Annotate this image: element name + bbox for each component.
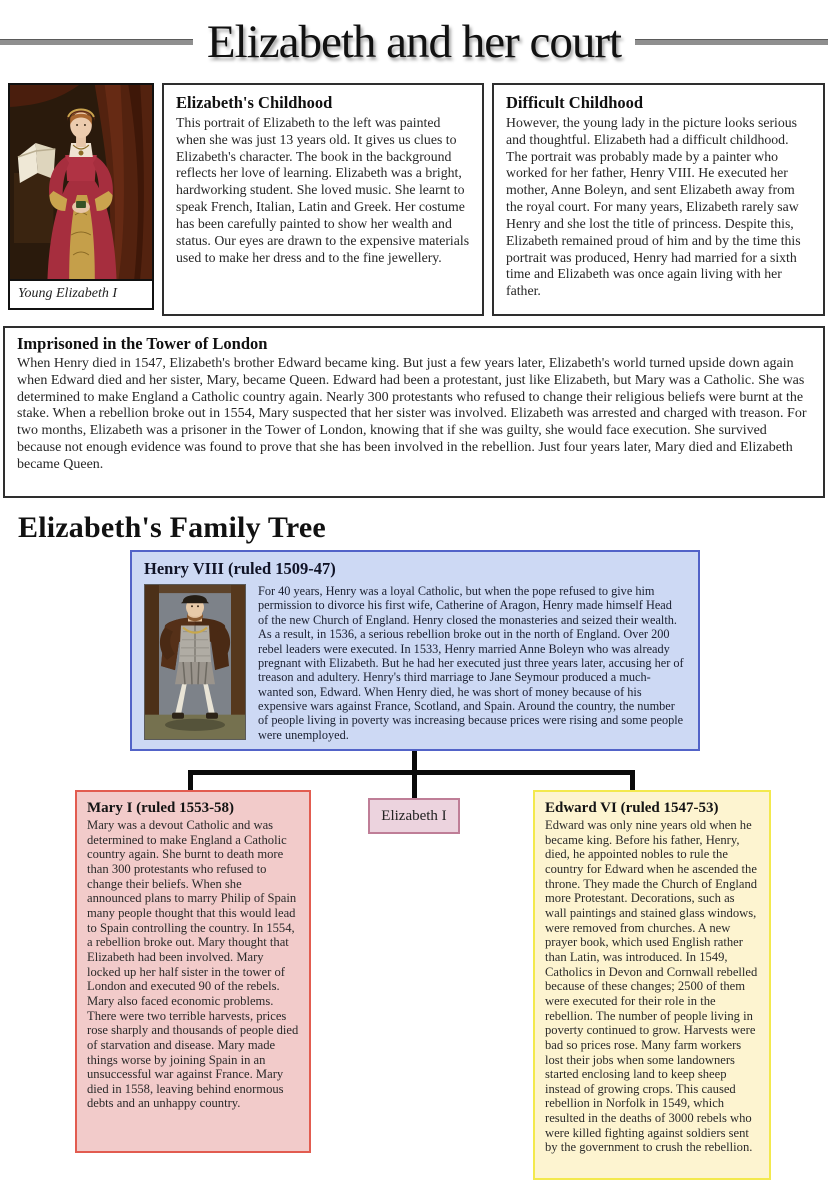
edward-heading: Edward VI (ruled 1547-53) [545, 800, 719, 816]
henry-viii-portrait-image [144, 584, 246, 740]
tree-connector-horizontal [188, 770, 635, 775]
difficult-heading: Difficult Childhood [506, 93, 644, 112]
mary-heading: Mary I (ruled 1553-58) [87, 800, 235, 816]
title-rule-left [0, 39, 193, 45]
difficult-body: However, the young lady in the picture looks serious and thoughtful. Elizabeth had a difficult childhood. The portrait was probably made by a painter who worked for her father, Henry VIII. He executed her mother, Anne Boleyn, and sent Elizabeth away from the royal court. For many years, Elizabeth rarely saw Henry and she lost the title of princess. Despite this, Elizabeth remained proud of him and by the time this portrait was produced, Henry had married for a sixth time and Elizabeth was once again living with her father. [506, 115, 801, 299]
edward-body: Edward was only nine years old when he became king. Before his father, Henry, died, he appointed nobles to rule the country for Edward when he ascended the throne. They made the Church of England more Protestant. Decorations, such as wall paintings and stained glass windows, were removed from churches. A new prayer book, which used English rather than Latin, was introduced. In 1549, Catholics in Devon and Cornwall rebelled because of these changes; 2500 of them were executed for their role in the rebellion. The number of people living in poverty continued to grow. Harvests were bad so prices rose. Many farm workers lost their jobs when some landowners started enclosing land to keep sheep instead of growing crops. This caused rebellion in Norfolk in 1549, which resulted in the deaths of 3000 rebels who were killed fighting against soldiers sent by the government to crush the rebellion. [545, 818, 758, 1155]
henry-heading: Henry VIII (ruled 1509-47) [144, 559, 336, 578]
henry-box [130, 550, 700, 751]
portrait-caption: Young Elizabeth I [10, 279, 152, 308]
difficult-box [492, 83, 825, 316]
title-rule-right [635, 39, 828, 45]
elizabeth-box [368, 798, 460, 834]
tree-connector-right-stub [630, 770, 635, 790]
mary-body: Mary was a devout Catholic and was determined to make England a Catholic country again. She burnt to death more than 300 protestants who refused to change their beliefs. When she announced plans to marry Philip of Spain many people thought that this would lead to Spain controlling the country. In 1554, a rebellion broke out. Mary thought that Elizabeth had been involved. Mary locked up her half sister in the tower of London and executed 90 of the rebels. Mary also faced economic problems. There were two terrible harvests, prices rose sharply and thousands of people died of starvation and disease. Mary made things worse by joining Spain in an unsuccessful war against France. Mary died in 1558, leaving behind enormous debts and an unhappy country. [87, 818, 299, 1111]
tower-box [3, 326, 825, 498]
childhood-body: This portrait of Elizabeth to the left was painted when she was just 13 years old. It gives us clues to Elizabeth's character. The book in the background reflects her love of learning. Elizabeth was a bright, hardworking student. She loved music. She learnt to speak French, Italian, Latin and Greek. Her costume has been carefully painted to show her wealth and status. Our eyes are drawn to the expensive materials used to make her dress and to the fine jewellery. [176, 115, 470, 265]
young-elizabeth-figure [8, 83, 154, 310]
tree-connector-left-stub [188, 770, 193, 790]
top-row [8, 83, 825, 316]
page-header [0, 10, 828, 74]
childhood-heading: Elizabeth's Childhood [176, 93, 333, 112]
edward-box [533, 790, 771, 1180]
tower-heading: Imprisoned in the Tower of London [17, 334, 268, 353]
page-title: Elizabeth and her court [206, 15, 622, 68]
family-tree [0, 550, 828, 1158]
tower-body: When Henry died in 1547, Elizabeth's brother Edward became king. But just a few years later, Elizabeth's world turned upside down again when Edward died and her sister, Mary, became Queen. Edward had been a protestant, just like Elizabeth, but Mary was a Catholic. She was determined to make England a Catholic country again. Nearly 300 protestants who refused to change their religious beliefs were burnt at the stake. When a rebellion broke out in 1554, Mary suspected that her sister was involved. Elizabeth was arrested and charged with treason. For two months, Elizabeth was a prisoner in the Tower of London, knowing that if she was guilty, she would face execution. She survived because not enough evidence was found to prove that she has been involved in the rebellion. Just four years later, Mary died and Elizabeth became Queen. [17, 356, 807, 472]
young-elizabeth-portrait-image [10, 85, 152, 279]
elizabeth-label: Elizabeth I [381, 807, 447, 824]
childhood-box [162, 83, 484, 316]
family-tree-heading: Elizabeth's Family Tree [18, 511, 326, 544]
henry-content [132, 582, 698, 742]
henry-body: For 40 years, Henry was a loyal Catholic, but when the pope refused to give him permission to divorce his first wife, Catherine of Aragon, Henry made himself Head of the new Church of England. Henry closed the monasteries and seized their wealth. As a result, in 1536, a serious rebellion broke out in the north of England. Over 200 rebel leaders were executed. In 1533, Henry married Anne Boleyn who was already pregnant with Elizabeth. But he had her executed just three years later, accusing her of treason and adultery. Henry's third marriage to Jane Seymour produced a much-wanted son, Edward. When Henry died, he was short of money because of his expensive wars against France, Scotland, and Spain. Around the country, the number of people living in poverty was increasing because prices were rising and some people were unemployed. [258, 584, 684, 742]
mary-box [75, 790, 311, 1153]
